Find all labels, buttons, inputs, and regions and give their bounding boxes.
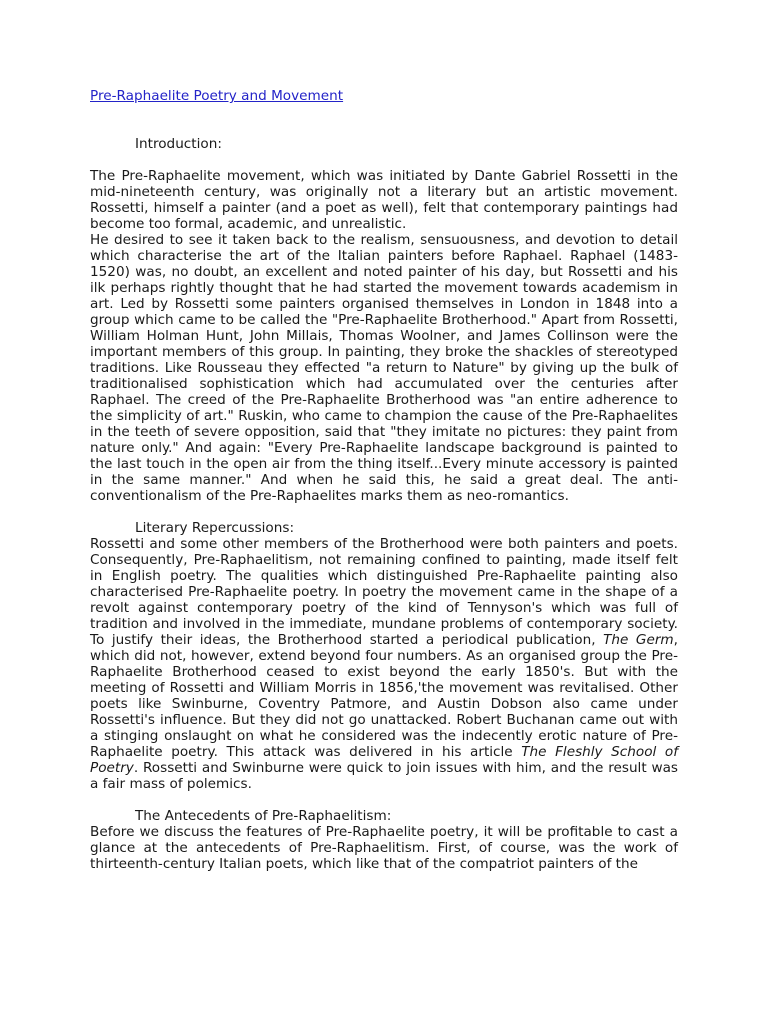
introduction-paragraph-2: He desired to see it taken back to the realism, sensuousness, and devotion to detail which characterise the art of the Italian painters before Raphael. Raphael (1483-1520) was, no doubt, an excellent and noted painter of his day, but Rossetti and his ilk perhaps rightly thought that he had started the movement towards academism in art. Led by Rossetti some painters organised themselves in London in 1848 into a group which came to be called the "Pre-Raphaelite Brotherhood." Apart from Rossetti, William Holman Hunt, John Millais, Thomas Woolner, and James Collinson were the important members of this group. In painting, they broke the shackles of stereotyped traditions. Like Rousseau they effected "a return to Nature" by giving up the bulk of traditionalised sophistication which had accumulated over the centuries after Raphael. The creed of the Pre-Raphaelite Brotherhood was "an entire adherence to the simplicity of art." Ruskin, who came to champion the cause of the Pre-Raphaelites in the teeth of severe opposition, said that "they imitate no pictures: they paint from nature only." And again: "Every Pre-Raphaelite landscape background is painted to the last touch in the open air from the thing itself...Every minute accessory is painted in the same manner." And when he said this, he said a great deal. The anti-conventionalism of the Pre-Raphaelites marks them as neo-romantics. [90,232,678,504]
literary-text-part-3: . Rossetti and Swinburne were quick to join issues with him, and the result was a fair mass of polemics. [90,760,678,792]
literary-repercussions-paragraph [90,536,678,792]
literary-text-part-2: , which did not, however, extend beyond four numbers. As an organised group the Pre-Raphaelite Brotherhood ceased to exist beyond the early 1850's. But with the meeting of Rossetti and William Morris in 1856,'the movement was revitalised. Other poets like Swinburne, Coventry Patmore, and Austin Dobson also came under Rossetti's influence. But they did not go unattacked. Robert Buchanan came out with a stinging onslaught on what he considered was the indecently erotic nature of Pre-Raphaelite poetry. This attack was delivered in his article [90,632,678,760]
introduction-heading: Introduction: [135,136,222,152]
section-spacer [90,792,678,808]
literary-repercussions-heading: Literary Repercussions: [135,520,295,536]
literary-text-part-1: Rossetti and some other members of the Brotherhood were both painters and poets. Consequently, Pre-Raphaelitism, not remaining confined to painting, made itself felt in English poetry. The qualities which distinguished Pre-Raphaelite painting also characterised Pre-Raphaelite poetry. In poetry the movement came in the shape of a revolt against contemporary poetry of the kind of Tennyson's which was full of tradition and involved in the immediate, mundane problems of contemporary society. To justify their ideas, the Brotherhood started a periodical publication, [90,536,678,648]
the-germ-title: The Germ [603,632,674,648]
title-link[interactable]: Pre-Raphaelite Poetry and Movement [90,88,344,104]
section-spacer [90,504,678,520]
fleshly-school-title: The Fleshly School of Poetry [90,744,678,776]
introduction-paragraph-1: The Pre-Raphaelite movement, which was initiated by Dante Gabriel Rossetti in the mid-nineteenth century, was originally not a literary but an artistic movement. Rossetti, himself a painter (and a poet as well), felt that contemporary paintings had become too formal, academic, and unrealistic. [90,168,678,232]
antecedents-paragraph: Before we discuss the features of Pre-Raphaelite poetry, it will be profitable to cast a glance at the antecedents of Pre-Raphaelitism. First, of course, was the work of thirteenth-century Italian poets, which like that of the compatriot painters of the [90,824,678,872]
antecedents-heading: The Antecedents of Pre-Raphaelitism: [135,808,392,824]
document-page [90,88,678,872]
